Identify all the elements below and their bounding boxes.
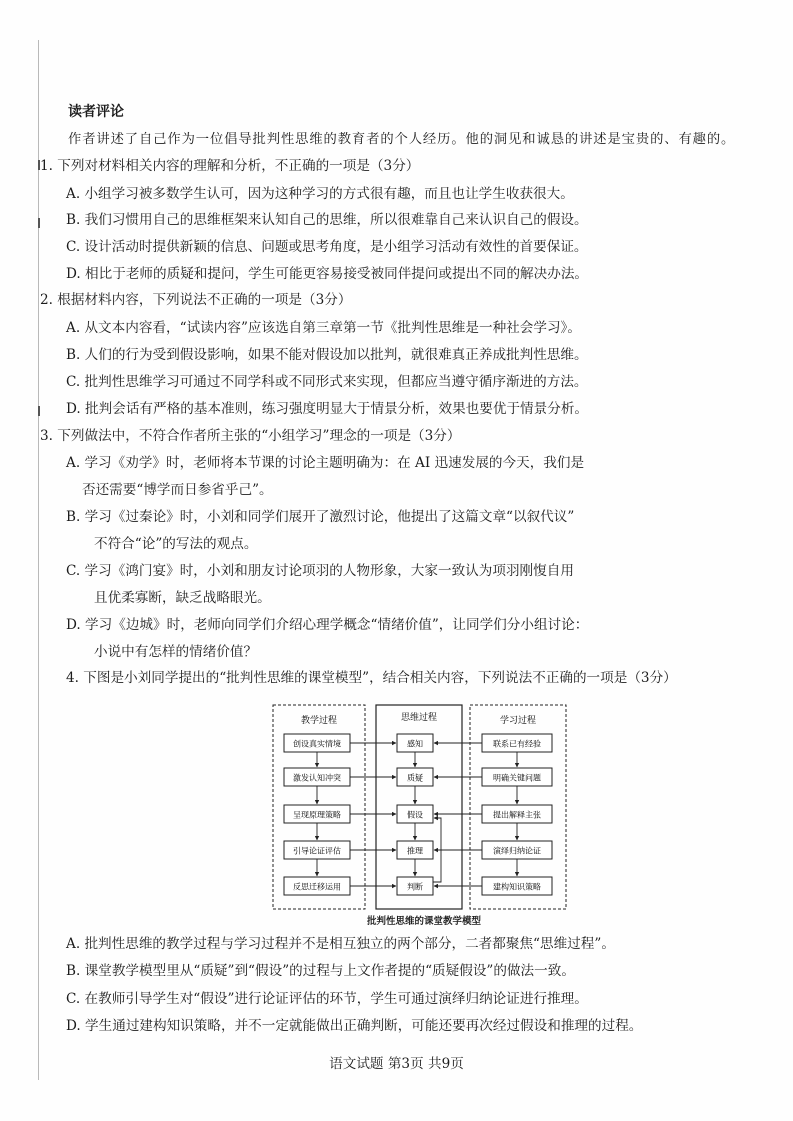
question-2-option-a: A. 从文本内容看，“试读内容”应该选自第三章第一节《批判性思维是一种社会学习》。 [66,320,581,336]
question-3-option-d-cont: 小说中有怎样的情绪价值？ [94,644,258,660]
column-title-learning: 学习过程 [499,716,537,726]
question-2-option-c: C. 批判性思维学习可通过不同学科或不同形式来实现，但都应当遵守循序渐进的方法。 [66,374,588,390]
column-title-thinking: 思维过程 [400,713,438,723]
question-4-stem: 4. 下图是小刘同学提出的“批判性思维的课堂模型”，结合相关内容，下列说法不正确的一项是（3分） [66,670,677,686]
thinking-step-label: 推理 [407,846,423,856]
question-3-option-a: A. 学习《劝学》时，老师将本节课的讨论主题明确为：在 AI 迅速发展的今天，我们是 [66,455,585,471]
margin-tick [38,406,40,416]
margin-tick [38,218,40,228]
page-footer: 语文试题 第3页 共9页 [329,1056,464,1072]
thinking-step-label: 感知 [407,739,423,749]
teaching-step-label: 创设真实情境 [293,739,341,749]
question-4-option-d: D. 学生通过建构知识策略，并不一定就能做出正确判断，可能还要再次经过假设和推理的过程。 [66,1018,643,1034]
question-4-option-c: C. 在教师引导学生对“假设”进行论证评估的环节，学生可通过演绎归纳论证进行推理。 [66,991,588,1007]
question-3-option-b-cont: 不符合“论”的写法的观点。 [94,536,258,552]
question-2-stem: 2. 根据材料内容，下列说法不正确的一项是（3分） [40,292,352,308]
question-1-option-c: C. 设计活动时提供新颖的信息、问题或思考角度，是小组学习活动有效性的首要保证。 [66,239,588,255]
thinking-step-label: 判断 [407,882,423,892]
thinking-step-label: 假设 [407,810,423,820]
question-1-option-d: D. 相比于老师的质疑和提问，学生可能更容易接受被同伴提问或提出不同的解决办法。 [66,266,589,282]
binding-margin-line [38,40,39,1080]
question-1-stem: 1. 下列对材料相关内容的理解和分析，不正确的一项是（3分） [40,158,420,174]
column-title-teaching: 教学过程 [300,716,338,726]
learning-step-label: 演绎归纳论证 [493,846,541,856]
thinking-step-label: 质疑 [407,773,423,783]
classroom-model-diagram [270,701,570,931]
question-3-option-d: D. 学习《边城》时，老师向同学们介绍心理学概念“情绪价值”，让同学们分小组讨论： [66,617,589,633]
question-3-option-c-cont: 且优柔寡断，缺乏战略眼光。 [94,590,271,606]
question-3-option-c: C. 学习《鸿门宴》时，小刘和朋友讨论项羽的人物形象，大家一致认为项羽刚愎自用 [66,563,574,579]
diagram-caption: 批判性思维的课堂教学模型 [367,916,482,927]
section-title: 读者评论 [68,104,124,120]
teaching-step-label: 激发认知冲突 [293,773,341,783]
question-3-stem: 3. 下列做法中，不符合作者所主张的“小组学习”理念的一项是（3分） [40,428,461,444]
question-3-option-b: B. 学习《过秦论》时，小刘和同学们展开了激烈讨论，他提出了这篇文章“以叙代议” [66,509,575,525]
teaching-step-label: 呈现原理策略 [293,810,341,820]
question-1-option-b: B. 我们习惯用自己的思维框架来认知自己的思维，所以很难靠自己来认识自己的假设。 [66,212,588,228]
question-1-option-a: A. 小组学习被多数学生认可，因为这种学习的方式很有趣，而且也让学生收获很大。 [66,186,574,202]
question-4-option-b: B. 课堂教学模型里从“质疑”到“假设”的过程与上文作者提的“质疑假设”的做法一致。 [66,963,575,979]
question-3-option-a-cont: 否还需要“博学而日参省乎己”。 [82,482,273,498]
question-4-option-a: A. 批判性思维的教学过程与学习过程并不是相互独立的两个部分，二者都聚焦“思维过程”。 [66,936,615,952]
question-2-option-d: D. 批判会话有严格的基本准则，练习强度明显大于情景分析，效果也要优于情景分析。 [66,401,589,417]
learning-step-label: 明确关键问题 [493,773,541,783]
teaching-step-label: 反思迁移运用 [293,882,341,892]
learning-step-label: 建构知识策略 [493,882,541,892]
intro-text: 作者讲述了自己作为一位倡导批判性思维的教育者的个人经历。他的洞见和诚恳的讲述是宝贵的、有趣的。 [68,132,736,147]
question-2-option-b: B. 人们的行为受到假设影响，如果不能对假设加以批判，就很难真正养成批判性思维。 [66,347,588,363]
learning-step-label: 提出解释主张 [493,810,541,820]
learning-step-label: 联系已有经验 [493,739,541,749]
teaching-step-label: 引导论证评估 [293,846,341,856]
